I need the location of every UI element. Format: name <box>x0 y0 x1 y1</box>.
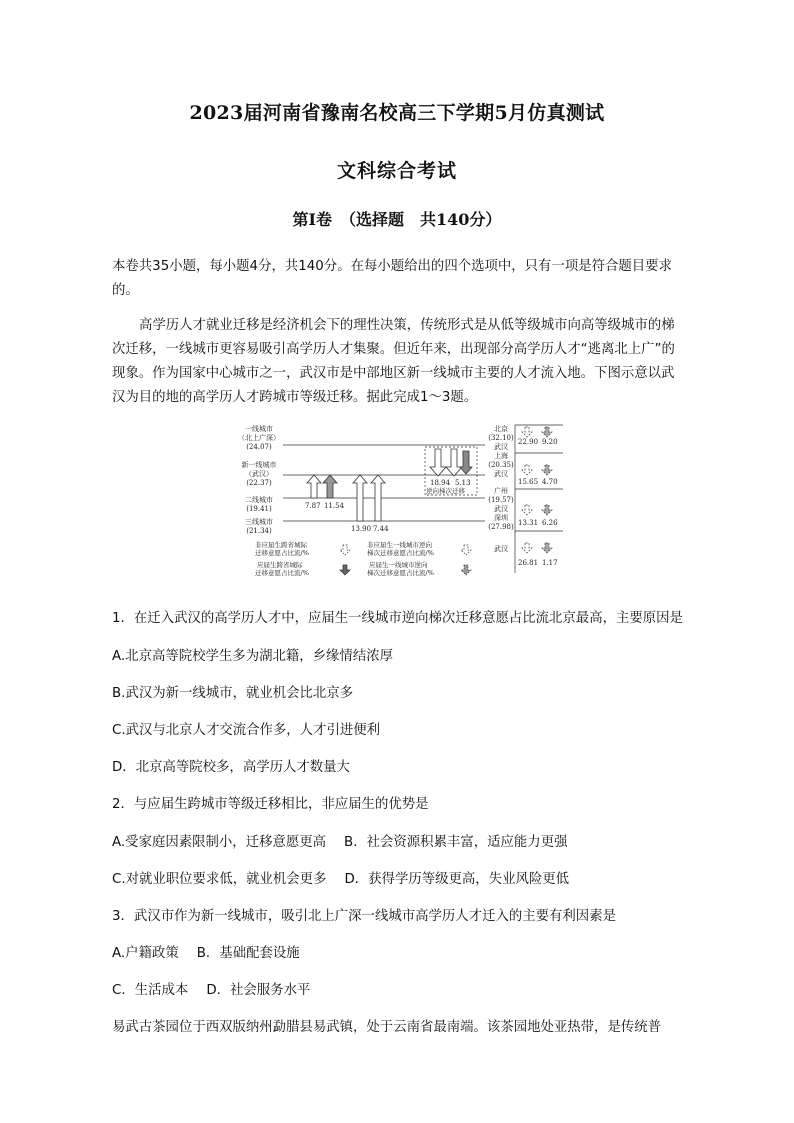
legend-text: 迁移意愿占比流/% <box>255 549 309 557</box>
question-1-stem: 1．在迁入武汉的高学历人才中，应届生一线城市逆向梯次迁移意愿占比流北京最高，主要原因是 <box>112 611 683 626</box>
value-label: 5.13 <box>455 479 471 487</box>
section-heading: 第Ⅰ卷 （选择题 共140分） <box>292 210 502 229</box>
question-1-option-c: C.武汉与北京人才交流合作多，人才引进便利 <box>112 723 381 738</box>
down-arrow-hollow <box>430 449 446 476</box>
question-2-option-c: C.对就业职位要求低，就业机会更多 <box>112 872 327 887</box>
pair-value: (27.98) <box>488 523 514 531</box>
pair-arrow-hollow <box>522 543 532 553</box>
question-2-option-a: A.受家庭因素限制小，迁移意愿更高 <box>112 835 327 850</box>
pair-city: 广州 <box>494 487 508 495</box>
instructions: 本卷共35小题，每小题4分，共140分。在每小题给出的四个选项中，只有一项是符合题目要求的。 <box>112 259 672 298</box>
pair-value: (19.57) <box>488 496 514 504</box>
legend-text: 梯次迁移意愿占比流/% <box>367 569 434 577</box>
pair-arrow-hollow <box>522 505 532 515</box>
value-label: 9.20 <box>542 438 558 446</box>
pair-dest: 武汉 <box>494 470 508 478</box>
up-arrow-filled <box>323 475 337 498</box>
passage: 高学历人才就业迁移是经济机会下的理性决策，传统形式是从低等级城市向高等级城市的梯次迁移，一线城市更容易吸引高学历人才集聚。但近年来，出现部分高学历人才“逃离北上广”的现象。作为国家中心城市之一，武汉市是中部地区新一线城市主要的人才流入地。下图示意以武汉为目的地的高学历人才跨城市等级迁移。据此完成1～3题。 <box>112 318 675 405</box>
value-label: 11.54 <box>324 502 345 510</box>
pair-city: 深圳 <box>494 514 508 522</box>
level-value: (22.37) <box>246 479 272 487</box>
level-sub: （武汉） <box>245 470 273 478</box>
value-label: 22.90 <box>518 438 539 446</box>
down-arrow-filled <box>460 451 472 474</box>
question-3-option-a: A.户籍政策 <box>112 946 179 961</box>
migration-figure <box>235 421 565 587</box>
question-1-option-b: B.武汉为新一线城市，就业机会比北京多 <box>112 686 354 701</box>
pair-value: (32.10) <box>488 434 514 442</box>
level-label: 一线城市 <box>245 425 273 433</box>
up-arrow-hollow <box>307 475 321 498</box>
level-value: (24.07) <box>246 443 272 451</box>
pair-dest: 武汉 <box>494 443 508 451</box>
level-sub: （北上广深） <box>238 434 280 442</box>
value-label: 6.26 <box>542 519 558 527</box>
legend-text: 迁移意愿占比流/% <box>255 569 309 577</box>
question-3-option-b: B．基础配套设施 <box>196 946 300 961</box>
question-1-option-d: D．北京高等院校多，高学历人才数量大 <box>112 760 350 775</box>
question-2-options-ab <box>112 831 567 850</box>
legend-arrow-filled <box>461 565 471 575</box>
legend-arrow-hollow <box>340 545 350 555</box>
level-label: 二线城市 <box>245 496 273 504</box>
legend-text: 非应届生跨省城际 <box>255 541 307 549</box>
exam-subtitle: 文科综合考试 <box>336 160 457 182</box>
legend-text: 非应届生一线城市逆向 <box>367 541 432 549</box>
question-3-option-d: D．社会服务水平 <box>206 983 311 998</box>
question-3-options-cd <box>112 979 310 998</box>
pair-city: 上海 <box>494 452 508 460</box>
value-label: 13.90 <box>351 525 372 533</box>
legend-arrow-hollow <box>461 545 471 555</box>
pair-dest: 武汉 <box>494 545 508 553</box>
value-label: 26.81 <box>518 559 539 567</box>
question-3-stem: 3．武汉市作为新一线城市，吸引北上广深一线城市高学历人才迁入的主要有利因素是 <box>112 909 616 924</box>
question-1-option-a: A.北京高等院校学生多为湖北籍，乡缘情结浓厚 <box>112 649 393 664</box>
next-passage: 易武古茶园位于西双版纳州勐腊县易武镇，处于云南省最南端。该茶园地处亚热带，是传统普 <box>112 1020 662 1035</box>
pair-value: (20.35) <box>488 461 514 469</box>
down-arrow-hollow <box>446 449 462 476</box>
value-label: 4.70 <box>542 478 558 486</box>
pair-arrow-hollow <box>522 427 532 437</box>
pair-dest: 武汉 <box>494 505 508 513</box>
question-3-option-c: C．生活成本 <box>112 983 189 998</box>
legend-text: 梯次迁移意愿占比流/% <box>367 549 434 557</box>
legend-arrow-filled <box>340 565 350 575</box>
question-2-stem: 2．与应届生跨城市等级迁移相比，非应届生的优势是 <box>112 797 429 812</box>
question-2-option-d: D．获得学历等级更高，失业风险更低 <box>344 872 570 887</box>
question-3-options-ab <box>112 942 300 961</box>
level-value: (21.34) <box>246 527 272 535</box>
legend-text: 应届生跨省城际 <box>257 561 303 569</box>
pair-arrow-hollow <box>522 465 532 475</box>
value-label: 18.94 <box>430 479 451 487</box>
pair-arrow-filled <box>542 505 552 515</box>
value-label: 7.87 <box>305 502 321 510</box>
level-label: 新一线城市 <box>241 461 277 469</box>
value-label: 7.44 <box>373 525 389 533</box>
reverse-label: 逆向梯次迁移 <box>426 487 465 495</box>
question-2-options-cd <box>112 868 569 887</box>
pair-arrow-filled <box>542 543 552 553</box>
exam-title: 2023届河南省豫南名校高三下学期5月仿真测试 <box>189 102 605 124</box>
level-label: 三线城市 <box>245 518 273 526</box>
pair-city: 北京 <box>494 425 508 433</box>
question-2-option-b: B．社会资源积累丰富，适应能力更强 <box>344 835 568 850</box>
legend-text: 应届生一线城市逆向 <box>369 561 428 569</box>
value-label: 15.65 <box>518 478 539 486</box>
value-label: 13.31 <box>518 519 539 527</box>
pair-arrow-filled <box>542 427 552 437</box>
level-value: (19.41) <box>246 505 272 513</box>
pair-arrow-filled <box>542 465 552 475</box>
value-label: 1.17 <box>542 559 558 567</box>
